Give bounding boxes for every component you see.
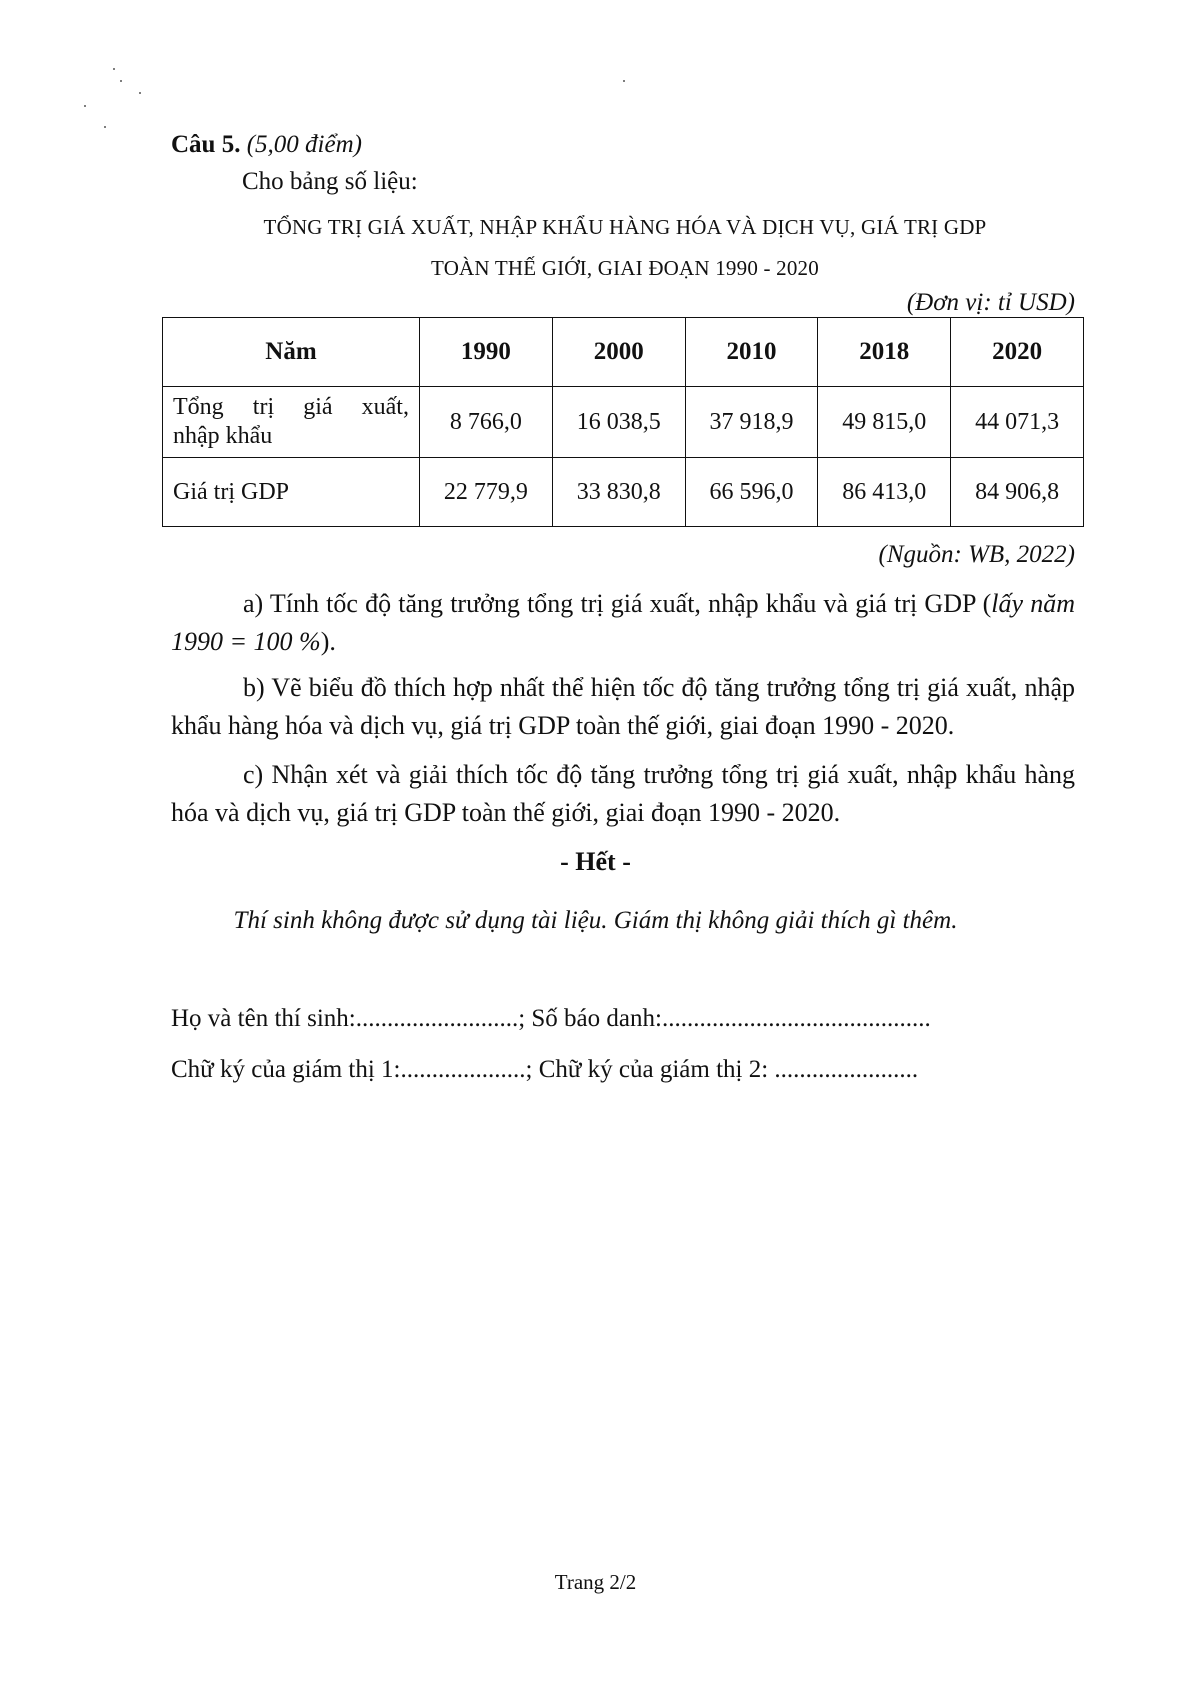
table-unit: (Đơn vị: tỉ USD) xyxy=(906,289,1075,316)
table-cell: 37 918,9 xyxy=(685,387,818,458)
table-row xyxy=(163,387,1084,458)
table-cell: 86 413,0 xyxy=(818,458,951,527)
task-a-end: ). xyxy=(320,627,336,656)
question-intro: Cho bảng số liệu: xyxy=(242,168,418,195)
scan-speck xyxy=(139,92,141,94)
row-label xyxy=(163,387,420,458)
question-points: (5,00 điểm) xyxy=(246,131,362,158)
task-a-italic: lấy năm 1990 = 100 % xyxy=(171,589,1076,656)
task-c xyxy=(171,756,1075,832)
table-cell: 49 815,0 xyxy=(818,387,951,458)
table-cell: 66 596,0 xyxy=(685,458,818,527)
table-title-line2: TOÀN THẾ GIỚI, GIAI ĐOẠN 1990 - 2020 xyxy=(431,256,819,280)
table-cell: 16 038,5 xyxy=(552,387,685,458)
table-header-row xyxy=(163,318,1084,387)
table-cell: 22 779,9 xyxy=(420,458,553,527)
candidate-info-line: Họ và tên thí sinh:..........................; Số báo danh:........................................... xyxy=(171,1005,931,1032)
table-cell: 44 071,3 xyxy=(951,387,1084,458)
header-cell: 1990 xyxy=(420,318,553,387)
header-cell: 2010 xyxy=(685,318,818,387)
scan-speck xyxy=(623,80,625,82)
row-label: Giá trị GDP xyxy=(163,458,420,527)
table-row xyxy=(163,458,1084,527)
row-label-word: Tổng xyxy=(173,394,224,420)
question-label: Câu 5. xyxy=(171,131,241,158)
table-source: (Nguồn: WB, 2022) xyxy=(878,541,1075,568)
header-cell: 2020 xyxy=(951,318,1084,387)
task-b-text: b) Vẽ biểu đồ thích hợp nhất thể hiện tốc độ tăng trưởng tổng trị giá xuất, nhập khẩu hàng hóa và dịch vụ, giá trị GDP toàn thế giới, giai đoạn 1990 - 2020. xyxy=(171,673,1075,740)
task-c-text: c) Nhận xét và giải thích tốc độ tăng trưởng tổng trị giá xuất, nhập khẩu hàng hóa và dịch vụ, giá trị GDP toàn thế giới, giai đoạn 1990 - 2020. xyxy=(171,760,1075,827)
exam-note: Thí sinh không được sử dụng tài liệu. Giám thị không giải thích gì thêm. xyxy=(233,907,958,934)
supervisor-signature-line: Chữ ký của giám thị 1:....................; Chữ ký của giám thị 2: ....................... xyxy=(171,1056,919,1083)
data-table xyxy=(162,317,1084,527)
scan-speck xyxy=(84,105,86,107)
table-cell: 8 766,0 xyxy=(420,387,553,458)
table-cell: 84 906,8 xyxy=(951,458,1084,527)
row-label-word: giá xyxy=(303,394,333,420)
scan-speck xyxy=(120,80,122,82)
table-cell: 33 830,8 xyxy=(552,458,685,527)
header-cell: 2000 xyxy=(552,318,685,387)
end-mark: - Hết - xyxy=(560,847,631,876)
row-label-line2: nhập khẩu xyxy=(173,423,273,449)
header-cell: Năm xyxy=(163,318,420,387)
scan-speck xyxy=(104,126,106,128)
table-title-line1: TỔNG TRỊ GIÁ XUẤT, NHẬP KHẨU HÀNG HÓA VÀ DỊCH VỤ, GIÁ TRỊ GDP xyxy=(263,215,987,239)
row-label-word: xuất, xyxy=(361,394,409,420)
header-cell: 2018 xyxy=(818,318,951,387)
row-label-word: trị xyxy=(252,394,275,420)
question-heading xyxy=(171,131,362,159)
scan-speck xyxy=(113,68,115,70)
task-a-text: a) Tính tốc độ tăng trưởng tổng trị giá xuất, nhập khẩu và giá trị GDP ( xyxy=(243,589,992,618)
task-a xyxy=(171,585,1075,661)
page-number: Trang 2/2 xyxy=(554,1570,637,1594)
task-b xyxy=(171,669,1075,745)
